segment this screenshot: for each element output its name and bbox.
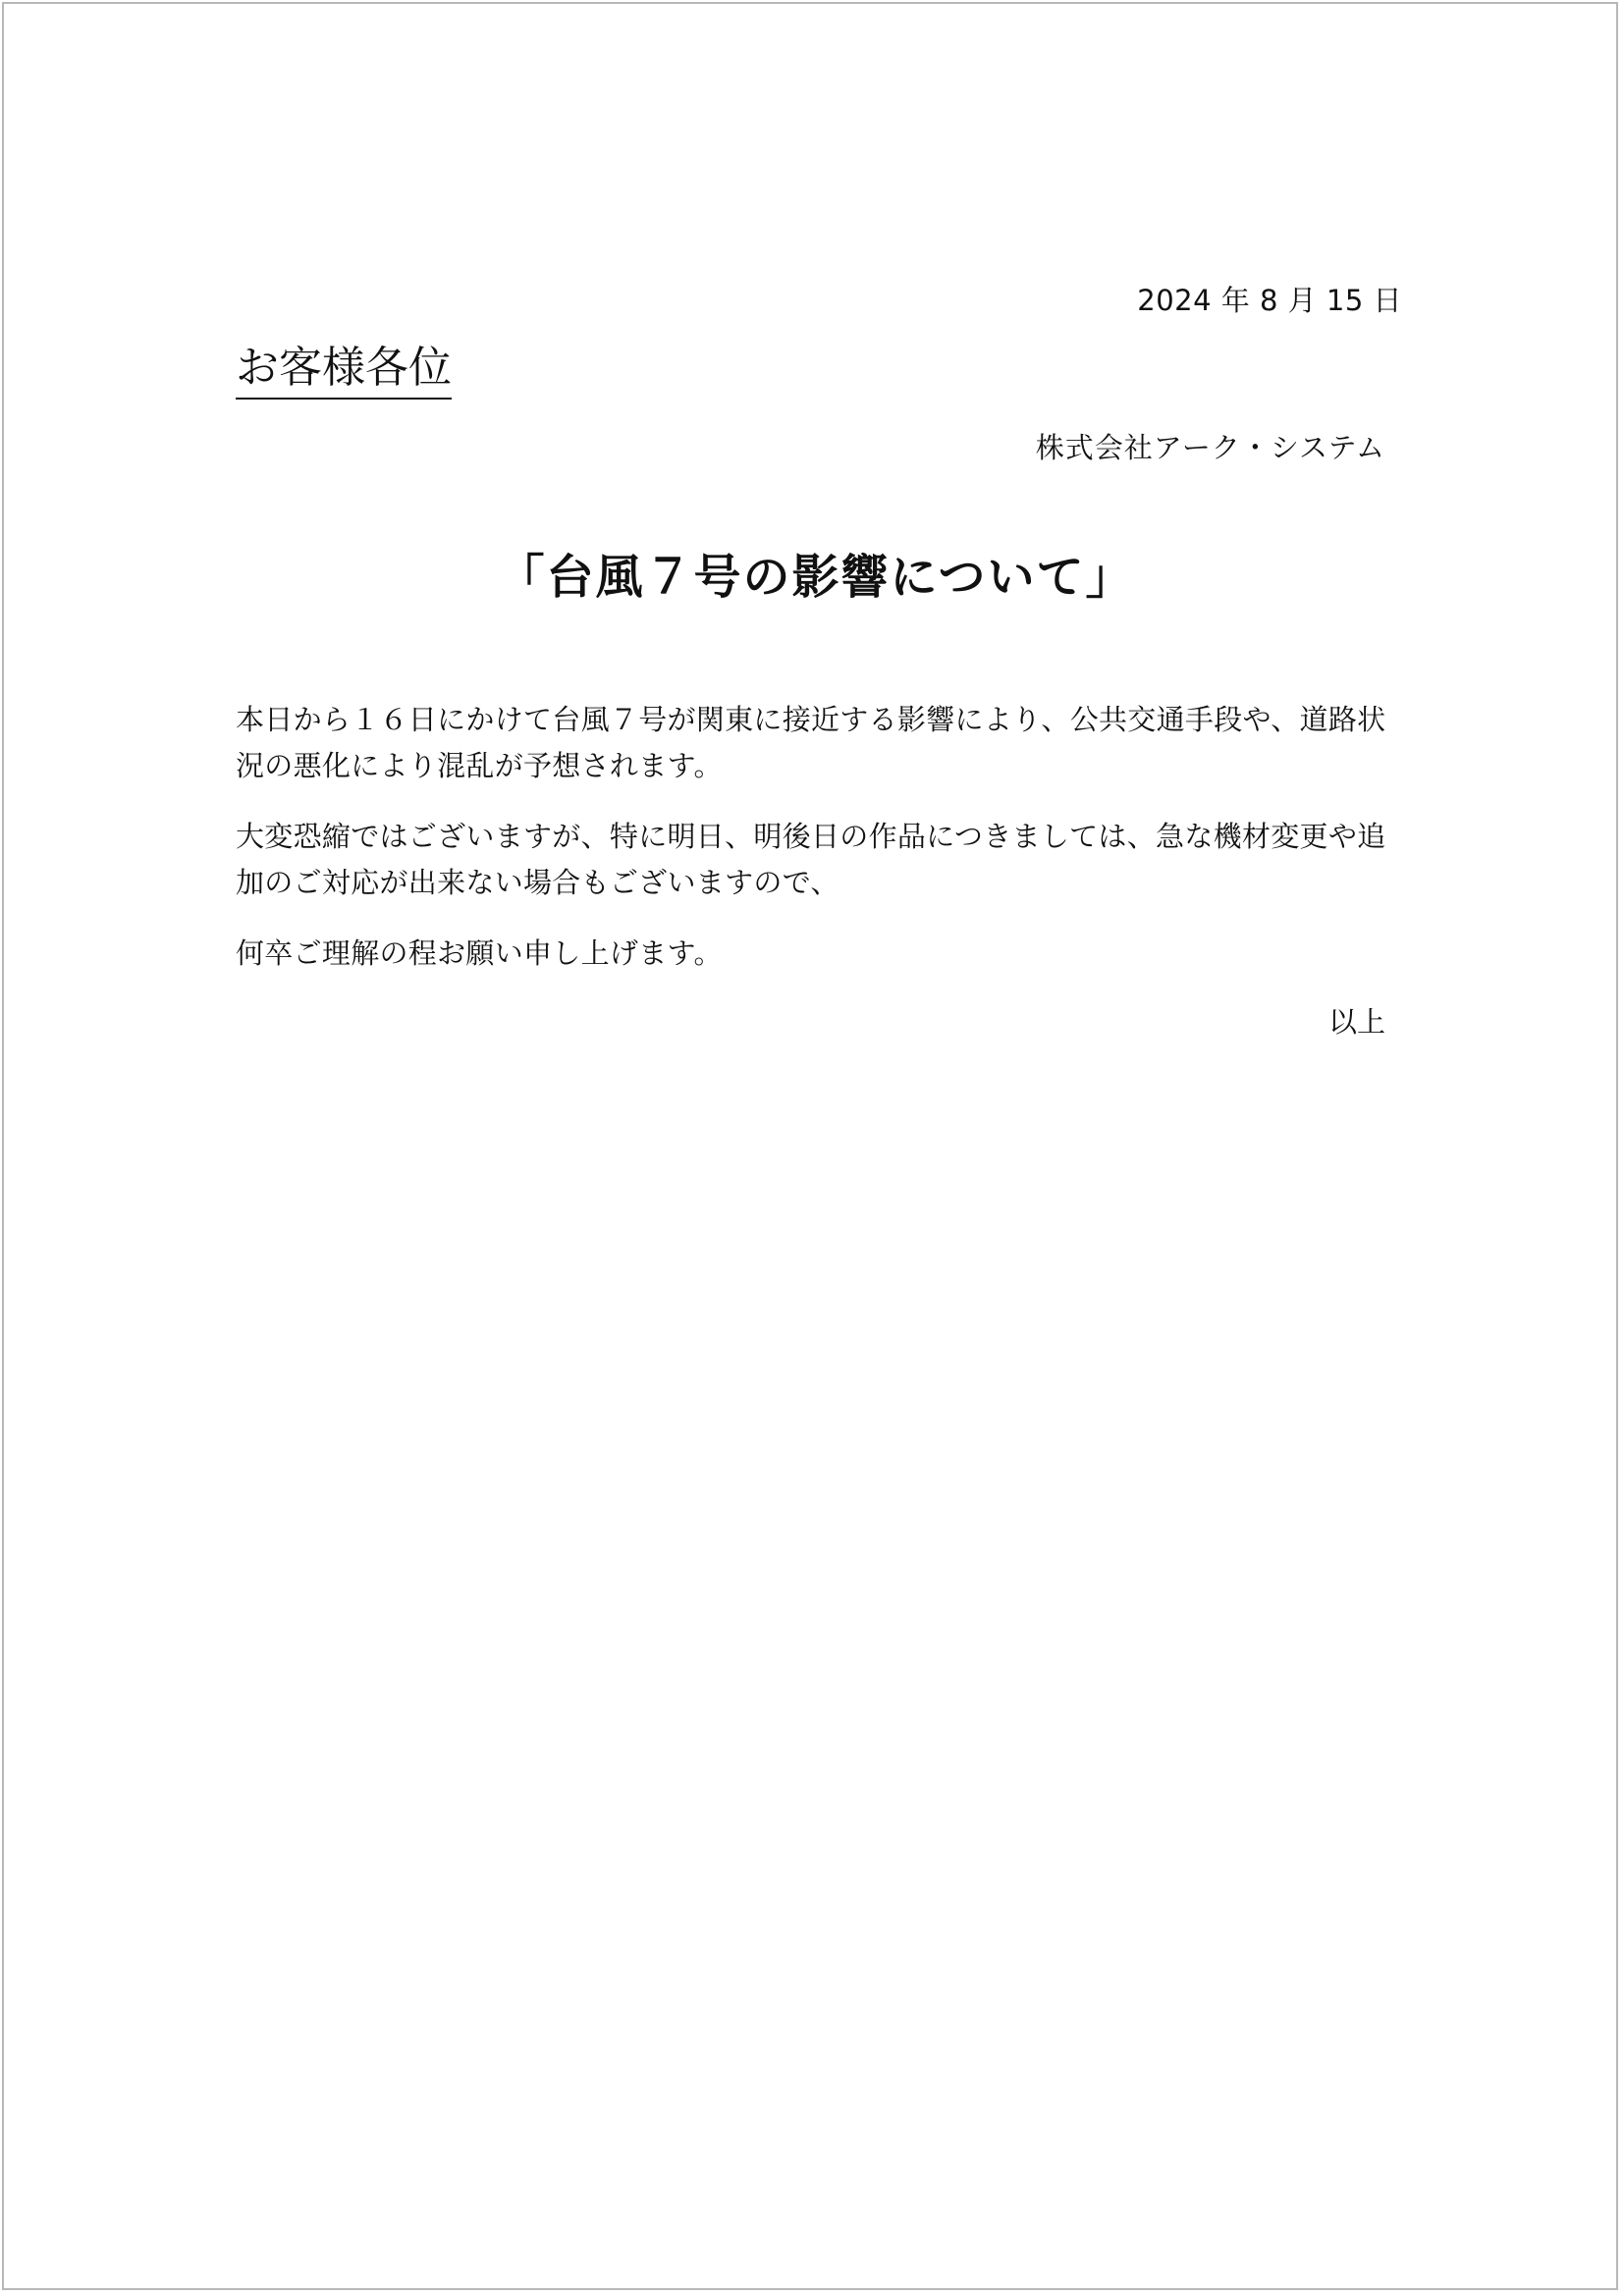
document-body bbox=[236, 697, 1398, 1001]
body-paragraph: 大変恐縮ではございますが、特に明日、明後日の作品につきましては、急な機材変更や追加のご対応が出来ない場合もございますので、 bbox=[236, 820, 1386, 899]
document-page bbox=[2, 2, 1618, 2290]
document-date: 2024 年 8 月 15 日 bbox=[1137, 284, 1402, 317]
closing-text: 以上 bbox=[1327, 1005, 1385, 1039]
document-title: 「台風７号の影響について」 bbox=[497, 550, 1135, 605]
body-paragraph: 本日から１６日にかけて台風７号が関東に接近する影響により、公共交通手段や、道路状況の悪化により混乱が予想されます。 bbox=[236, 703, 1386, 782]
sender-company: 株式会社アーク・システム bbox=[1035, 431, 1385, 464]
body-paragraph: 何卒ご理解の程お願い申し上げます。 bbox=[236, 936, 723, 970]
recipient-heading: お客様各位 bbox=[236, 344, 452, 400]
